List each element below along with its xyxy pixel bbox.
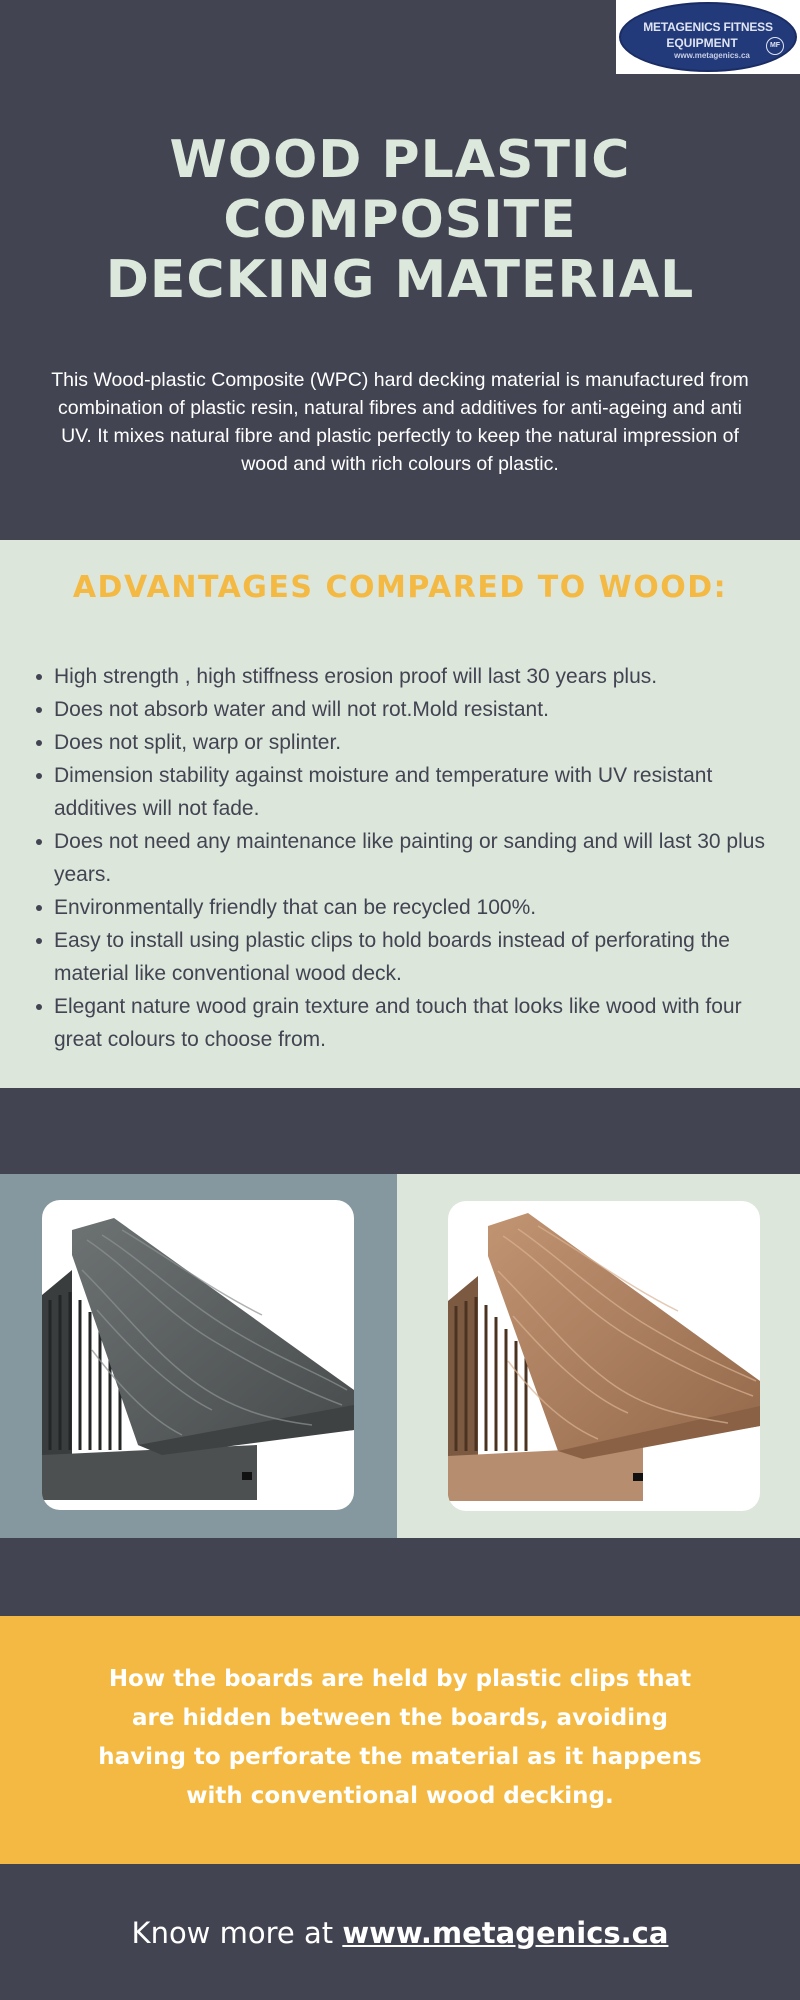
title-line-1: WOOD PLASTIC (169, 130, 631, 190)
title-line-2: COMPOSITE (223, 190, 577, 250)
header-section (0, 0, 800, 540)
brown-board-panel (397, 1174, 800, 1538)
brown-decking-board-image (448, 1201, 760, 1511)
advantage-item: Does not need any maintenance like painting or sanding and will last 30 plus years. (26, 825, 782, 891)
advantage-item: Elegant nature wood grain texture and touch that looks like wood with four great colours to choose from. (26, 990, 782, 1056)
divider-band (0, 1088, 800, 1174)
advantages-list (26, 660, 782, 1056)
footer-cta (0, 1916, 800, 1950)
website-link[interactable]: www.metagenics.ca (342, 1916, 669, 1950)
clips-description: How the boards are held by plastic clips that are hidden between the boards, avoiding having to perforate the material as it happens with conventional wood decking. (98, 1666, 702, 1809)
intro-paragraph: This Wood-plastic Composite (WPC) hard decking material is manufactured from combination of plastic resin, natural fibres and additives for anti-ageing and anti UV. It mixes natural fibre and plastic perfectly to keep the natural impression of wood and with rich colours of plastic. (51, 369, 749, 475)
clips-info-section (0, 1616, 800, 1864)
logo-line-1: METAGENICS FITNESS (643, 20, 773, 34)
product-images-section (0, 1174, 800, 1538)
page-title (0, 130, 800, 310)
footer-prefix: Know more at (131, 1916, 343, 1950)
logo-oval (619, 2, 797, 72)
advantage-item: Environmentally friendly that can be recycled 100%. (26, 891, 782, 924)
divider-band (0, 1538, 800, 1616)
grey-board-panel (0, 1174, 397, 1538)
logo-line-2: EQUIPMENT (666, 36, 738, 50)
advantages-section (0, 540, 800, 1088)
grey-decking-board-image (42, 1200, 354, 1510)
logo-badge: MF (766, 37, 784, 55)
advantage-item: Does not absorb water and will not rot.Mold resistant. (26, 693, 782, 726)
advantage-item: Easy to install using plastic clips to hold boards instead of perforating the material like conventional wood deck. (26, 924, 782, 990)
company-logo[interactable] (616, 0, 800, 74)
advantage-item: Does not split, warp or splinter. (26, 726, 782, 759)
advantages-title: ADVANTAGES COMPARED TO WOOD: (72, 570, 728, 605)
title-line-3: DECKING MATERIAL (105, 250, 695, 310)
footer-section (0, 1864, 800, 2000)
brown-board-illustration (448, 1201, 760, 1511)
logo-url: www.metagenics.ca (674, 51, 750, 60)
advantage-item: Dimension stability against moisture and temperature with UV resistant additives will not fade. (26, 759, 782, 825)
advantage-item: High strength , high stiffness erosion proof will last 30 years plus. (26, 660, 782, 693)
grey-board-illustration (42, 1200, 354, 1510)
